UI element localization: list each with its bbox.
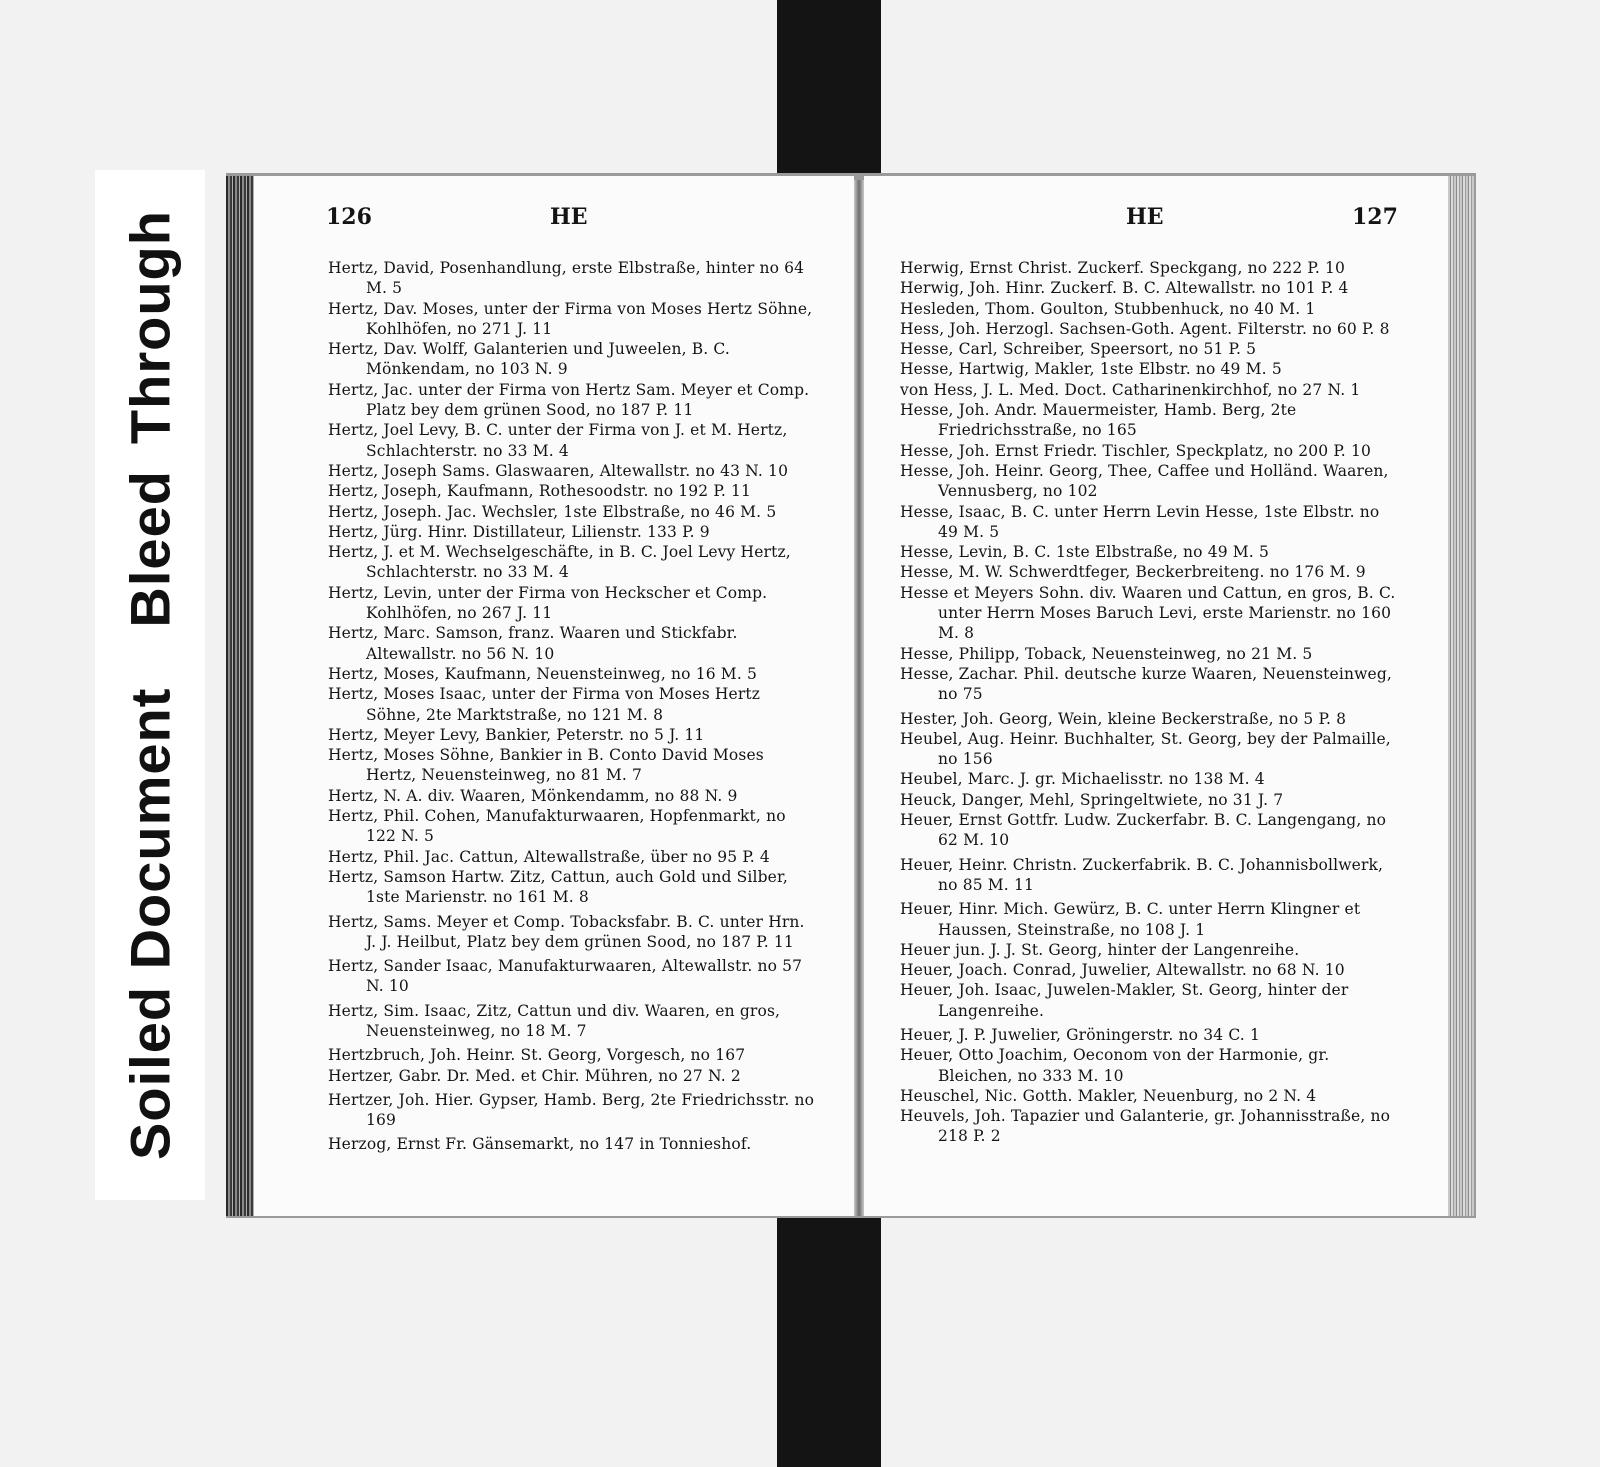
side-label	[95, 170, 205, 1200]
directory-entry: Heubel, Aug. Heinr. Buchhalter, St. Georg, bey der Palmaille, no 156	[900, 729, 1391, 769]
right-entries	[900, 258, 1400, 1147]
directory-entry: Hertz, Meyer Levy, Bankier, Peterstr. no 5 J. 11	[328, 725, 705, 744]
directory-entry: Hesse, M. W. Schwerdtfeger, Beckerbreiteng. no 176 M. 9	[900, 563, 1366, 582]
directory-entry: Hertz, N. A. div. Waaren, Mönkendamm, no 88 N. 9	[328, 786, 738, 805]
directory-entry: Hertz, Moses Söhne, Bankier in B. Conto David Moses Hertz, Neuensteinweg, no 81 M. 7	[328, 746, 764, 785]
directory-entry: Hertz, Phil. Cohen, Manufakturwaaren, Hopfenmarkt, no 122 N. 5	[328, 807, 786, 846]
left-page-number: 126	[326, 204, 372, 230]
side-label-part1: Soiled Document	[118, 687, 182, 1160]
directory-entry: Hesse, Joh. Ernst Friedr. Tischler, Speckplatz, no 200 P. 10	[900, 441, 1371, 460]
directory-entry: Hesse, Hartwig, Makler, 1ste Elbstr. no 49 M. 5	[900, 360, 1282, 379]
side-label-part3: Through	[118, 210, 182, 445]
directory-entry: Heuschel, Nic. Gotth. Makler, Neuenburg, no 2 N. 4	[900, 1086, 1317, 1105]
directory-entry: Heuer, Otto Joachim, Oeconom von der Harmonie, gr. Bleichen, no 333 M. 10	[900, 1046, 1330, 1085]
directory-entry: Heuer, Ernst Gottfr. Ludw. Zuckerfabr. B. C. Langengang, no 62 M. 10	[900, 811, 1387, 850]
directory-entry: Hertz, Dav. Wolff, Galanterien und Juweelen, B. C. Mönkendam, no 103 N. 9	[328, 340, 730, 379]
directory-entry: Hertz, Moses, Kaufmann, Neuensteinweg, no 16 M. 5	[328, 664, 757, 683]
directory-entry: Hesleden, Thom. Goulton, Stubbenhuck, no 40 M. 1	[900, 299, 1316, 318]
directory-entry: Herwig, Ernst Christ. Zuckerf. Speckgang, no 222 P. 10	[900, 259, 1346, 277]
directory-entry: Hertz, Jürg. Hinr. Distillateur, Lilienstr. 133 P. 9	[328, 522, 710, 541]
left-page-edge	[226, 176, 254, 1216]
right-page-edge	[1448, 176, 1474, 1216]
directory-entry: Hertz, David, Posenhandlung, erste Elbstraße, hinter no 64 M. 5	[328, 259, 805, 298]
left-entries	[328, 258, 818, 1155]
right-page	[864, 176, 1448, 1216]
directory-entry: Hertz, Levin, unter der Firma von Heckscher et Comp. Kohlhöfen, no 267 J. 11	[328, 583, 768, 623]
directory-entry: Hertzer, Joh. Hier. Gypser, Hamb. Berg, 2te Friedrichsstr. no 169	[328, 1090, 815, 1130]
directory-entry: Hesse, Carl, Schreiber, Speersort, no 51 P. 5	[900, 340, 1257, 359]
directory-entry: Hertz, Phil. Jac. Cattun, Altewallstraße, über no 95 P. 4	[328, 847, 770, 866]
directory-entry: von Hess, J. L. Med. Doct. Catharinenkirchhof, no 27 N. 1	[900, 380, 1361, 399]
directory-entry: Hertz, Joseph, Kaufmann, Rothesoodstr. no 192 P. 11	[328, 482, 752, 501]
directory-entry: Hester, Joh. Georg, Wein, kleine Beckerstraße, no 5 P. 8	[900, 709, 1347, 728]
directory-entry: Hesse, Joh. Heinr. Georg, Thee, Caffee und Holländ. Waaren, Vennusberg, no 102	[900, 461, 1389, 501]
directory-entry: Hesse, Isaac, B. C. unter Herrn Levin Hesse, 1ste Elbstr. no 49 M. 5	[900, 502, 1380, 541]
directory-entry: Hesse, Zachar. Phil. deutsche kurze Waaren, Neuensteinweg, no 75	[900, 664, 1392, 704]
directory-entry: Hertzbruch, Joh. Heinr. St. Georg, Vorgesch, no 167	[328, 1046, 746, 1065]
directory-entry: Hertz, Dav. Moses, unter der Firma von Moses Hertz Söhne, Kohlhöfen, no 271 J. 11	[328, 299, 813, 338]
directory-entry: Hertz, Joseph. Jac. Wechsler, 1ste Elbstraße, no 46 M. 5	[328, 502, 777, 521]
right-page-header: HE	[1126, 204, 1164, 230]
page-gutter	[854, 180, 864, 1216]
directory-entry: Hesse, Philipp, Toback, Neuensteinweg, no 21 M. 5	[900, 644, 1313, 663]
directory-entry: Hertz, J. et M. Wechselgeschäfte, in B. C. Joel Levy Hertz, Schlachterstr. no 33 M. 4	[328, 543, 791, 582]
directory-entry: Hesse, Joh. Andr. Mauermeister, Hamb. Berg, 2te Friedrichsstraße, no 165	[900, 401, 1297, 440]
directory-entry: Heuck, Danger, Mehl, Springeltwiete, no 31 J. 7	[900, 790, 1284, 809]
directory-entry: Heuer, Joach. Conrad, Juwelier, Altewallstr. no 68 N. 10	[900, 961, 1345, 980]
directory-entry: Hesse et Meyers Sohn. div. Waaren und Cattun, en gros, B. C. unter Herrn Moses Baruch Levi, erste Marienstr. no 160 M. 8	[900, 583, 1396, 643]
directory-entry: Hess, Joh. Herzogl. Sachsen-Goth. Agent. Filterstr. no 60 P. 8	[900, 319, 1390, 338]
directory-entry: Heubel, Marc. J. gr. Michaelisstr. no 138 M. 4	[900, 770, 1265, 789]
directory-entry: Herwig, Joh. Hinr. Zuckerf. B. C. Altewallstr. no 101 P. 4	[900, 279, 1349, 298]
directory-entry: Hertz, Sander Isaac, Manufakturwaaren, Altewallstr. no 57 N. 10	[328, 957, 803, 996]
directory-entry: Heuer, Heinr. Christn. Zuckerfabrik. B. C. Johannisbollwerk, no 85 M. 11	[900, 855, 1384, 894]
left-page-header: HE	[550, 204, 588, 230]
right-page-number: 127	[1352, 204, 1398, 230]
directory-entry: Heuer, Joh. Isaac, Juwelen-Makler, St. Georg, hinter der Langenreihe.	[900, 981, 1349, 1020]
directory-entry: Heuer, J. P. Juwelier, Gröningerstr. no 34 C. 1	[900, 1025, 1260, 1044]
directory-entry: Hertz, Sim. Isaac, Zitz, Cattun und div. Waaren, en gros, Neuensteinweg, no 18 M. 7	[328, 1001, 781, 1040]
left-page	[254, 176, 854, 1216]
directory-entry: Hertz, Jac. unter der Firma von Hertz Sam. Meyer et Comp. Platz bey dem grünen Sood, no 187 P. 11	[328, 380, 810, 420]
directory-entry: Hertz, Marc. Samson, franz. Waaren und Stickfabr. Altewallstr. no 56 N. 10	[328, 624, 738, 663]
directory-entry: Hertz, Moses Isaac, unter der Firma von Moses Hertz Söhne, 2te Marktstraße, no 121 M. 8	[328, 685, 761, 724]
directory-entry: Hertz, Samson Hartw. Zitz, Cattun, auch Gold und Silber, 1ste Marienstr. no 161 M. 8	[328, 867, 788, 907]
directory-entry: Hesse, Levin, B. C. 1ste Elbstraße, no 49 M. 5	[900, 543, 1269, 562]
directory-entry: Hertz, Sams. Meyer et Comp. Tobacksfabr. B. C. unter Hrn. J. J. Heilbut, Platz bey dem grünen Sood, no 187 P. 11	[328, 912, 805, 951]
directory-entry: Hertz, Joel Levy, B. C. unter der Firma von J. et M. Hertz, Schlachterstr. no 33 M. 4	[328, 421, 788, 460]
directory-entry: Hertz, Joseph Sams. Glaswaaren, Altewallstr. no 43 N. 10	[328, 461, 789, 480]
side-label-part2: Bleed	[118, 470, 182, 628]
directory-entry: Hertzer, Gabr. Dr. Med. et Chir. Mühren, no 27 N. 2	[328, 1066, 741, 1085]
directory-entry: Herzog, Ernst Fr. Gänsemarkt, no 147 in Tonnieshof.	[328, 1135, 752, 1154]
directory-entry: Heuvels, Joh. Tapazier und Galanterie, gr. Johannisstraße, no 218 P. 2	[900, 1107, 1391, 1146]
directory-entry: Heuer, Hinr. Mich. Gewürz, B. C. unter Herrn Klingner et Haussen, Steinstraße, no 108 J. 1	[900, 900, 1361, 939]
directory-entry: Heuer jun. J. J. St. Georg, hinter der Langenreihe.	[900, 940, 1300, 959]
